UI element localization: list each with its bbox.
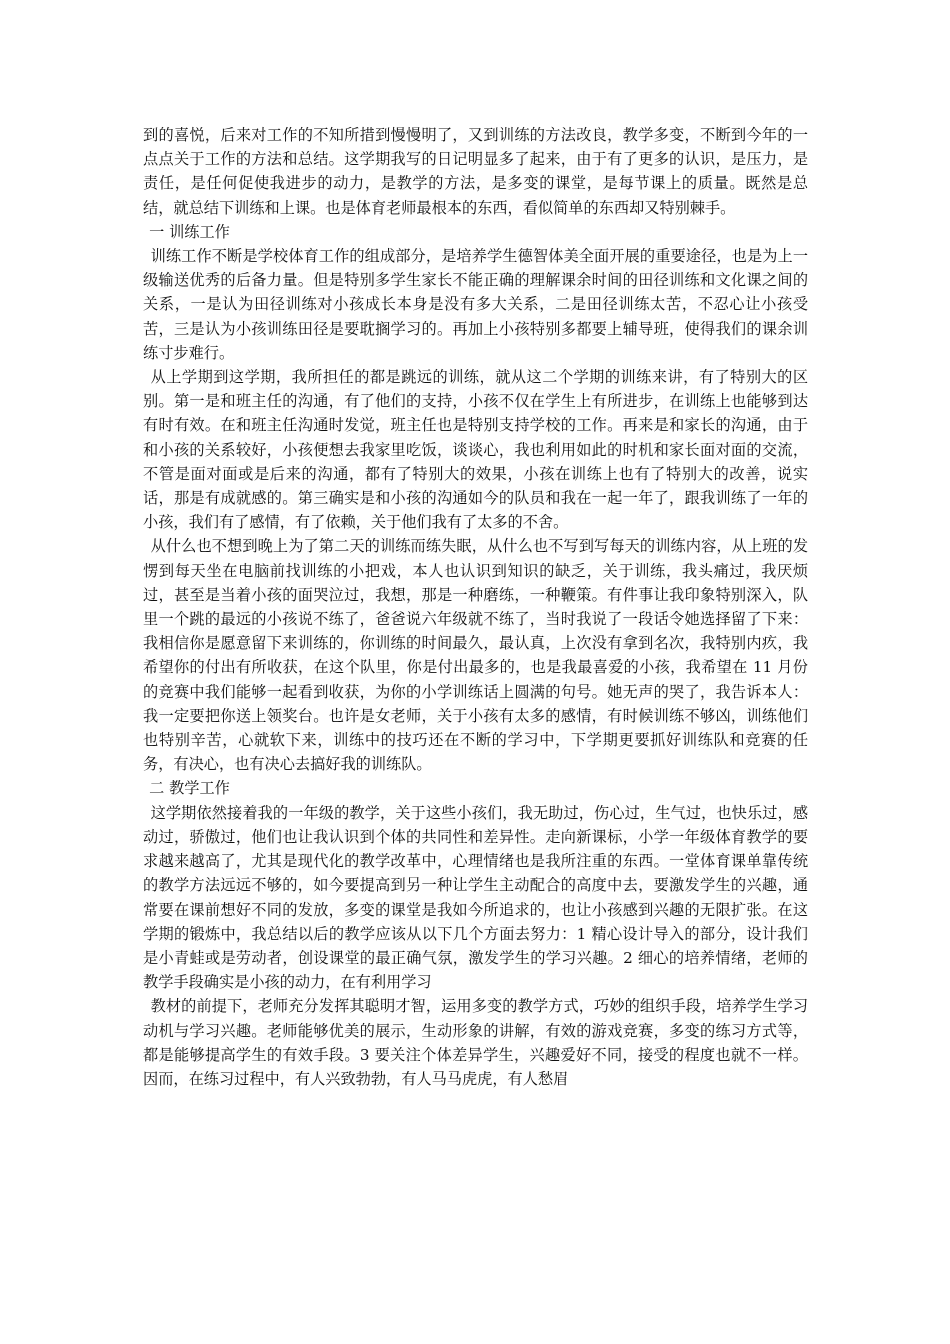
document-page <box>143 123 808 1091</box>
training-paragraph-1: 训练工作不断是学校体育工作的组成部分，是培养学生德智体美全面开展的重要途径，也是为上一级输送优秀的后备力量。但是特别多学生家长不能正确的理解课余时间的田径训练和文化课之间的关系，一是认为田径训练对小孩成长本身是没有多大关系，二是田径训练太苦，不忍心让小孩受苦，三是认为小孩训练田径是要耽搁学习的。再加上小孩特别多都要上辅导班，使得我们的课余训练寸步难行。 <box>143 247 808 362</box>
intro-paragraph: 到的喜悦，后来对工作的不知所措到慢慢明了，又到训练的方法改良，教学多变，不断到今年的一点点关于工作的方法和总结。这学期我写的日记明显多了起来，由于有了更多的认识，是压力，是责任，是任何促使我进步的动力，是教学的方法，是多变的课堂，是每节课上的质量。既然是总结，就总结下训练和上课。也是体育老师最根本的东西，看似简单的东西却又特别棘手。 <box>143 126 808 217</box>
teaching-paragraph-1: 这学期依然接着我的一年级的教学，关于这些小孩们，我无助过，伤心过，生气过，也快乐过，感动过，骄傲过，他们也让我认识到个体的共同性和差异性。走向新课标，小学一年级体育教学的要求越来越高了，尤其是现代化的教学改革中，心理情绪也是我所注重的东西。一堂体育课单靠传统的教学方法远远不够的，如今要提高到另一种让学生主动配合的高度中去，要激发学生的兴趣，通常要在课前想好不同的发放，多变的课堂是我如今所追求的，也让小孩感到兴趣的无限扩张。在这学期的锻炼中，我总结以后的教学应该从以下几个方面去努力：1 精心设计导入的部分，设计我们是小青蛙或是劳动者，创设课堂的最正确气氛，激发学生的学习兴趣。2 细心的培养情绪，老师的教学手段确实是小孩的动力，在有利用学习 <box>143 803 808 992</box>
section-heading-teaching: 二 教学工作 <box>149 779 230 798</box>
training-paragraph-3: 从什么也不想到晚上为了第二天的训练而练失眠，从什么也不写到写每天的训练内容，从上班的发愣到每天坐在电脑前找训练的小把戏，本人也认识到知识的缺乏，关于训练，我头痛过，我厌烦过，甚至是当着小孩的面哭泣过，我想，那是一种磨练，一种鞭策。有件事让我印象特别深入，队里一个跳的最远的小孩说不练了，爸爸说六年级就不练了，当时我说了一段话令她选择留了下来：我相信你是愿意留下来训练的，你训练的时间最久，最认真，上次没有拿到名次，我特别内疚，我希望你的付出有所收获，在这个队里，你是付出最多的，也是我最喜爱的小孩，我希望在 11 月份的竞赛中我们能够一起看到收获，为你的小学训练话上圆满的句号。她无声的哭了，我告诉本人：我一定要把你送上领奖台。也许是女老师，关于小孩有太多的感情，有时候训练不够凶，训练他们也特别辛苦，心就软下来，训练中的技巧还在不断的学习中，下学期更要抓好训练队和竞赛的任务，有决心，也有决心去搞好我的训练队。 <box>143 537 808 774</box>
section-heading-training: 一 训练工作 <box>149 222 230 241</box>
teaching-paragraph-2: 教材的前提下，老师充分发挥其聪明才智，运用多变的教学方式，巧妙的组织手段，培养学生学习动机与学习兴趣。老师能够优美的展示，生动形象的讲解，有效的游戏竞赛，多变的练习方式等，都是能够提高学生的有效手段。3 要关注个体差异学生，兴趣爱好不同，接受的程度也就不一样。因而，在练习过程中，有人兴致勃勃，有人马马虎虎，有人愁眉 <box>143 997 808 1088</box>
training-paragraph-2: 从上学期到这学期，我所担任的都是跳远的训练，就从这二个学期的训练来讲，有了特别大的区别。第一是和班主任的沟通，有了他们的支持，小孩不仅在学生上有所进步，在训练上也能够到达有时有效。在和班主任沟通时发觉，班主任也是特别支持学校的工作。再来是和家长的沟通，由于和小孩的关系较好，小孩便想去我家里吃饭，谈谈心，我也利用如此的时机和家长面对面的交流，不管是面对面或是后来的沟通，都有了特别大的效果，小孩在训练上也有了特别大的改善，说实话，那是有成就感的。第三确实是和小孩的沟通如今的队员和我在一起一年了，跟我训练了一年的小孩，我们有了感情，有了依赖，关于他们我有了太多的不舍。 <box>143 368 808 532</box>
